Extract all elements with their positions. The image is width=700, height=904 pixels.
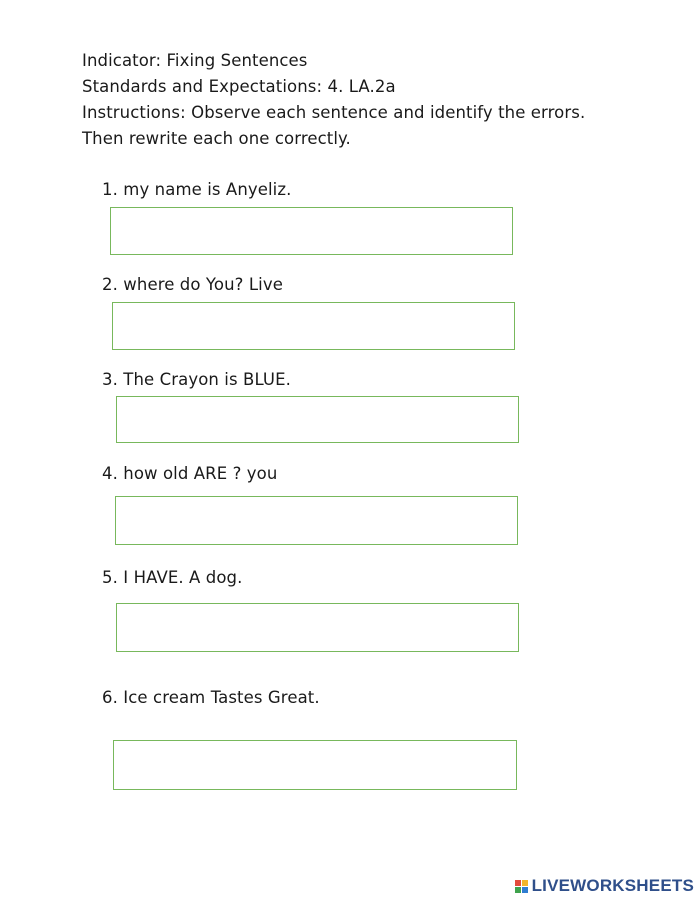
answer-input-1[interactable]: [111, 208, 512, 254]
liveworksheets-logo-text: LIVEWORKSHEETS: [531, 876, 694, 895]
answer-box-5[interactable]: [116, 603, 519, 652]
instructions-line-2: Then rewrite each one correctly.: [82, 129, 351, 148]
liveworksheets-logo-icon: [515, 880, 528, 893]
question-3-text: 3. The Crayon is BLUE.: [102, 370, 291, 389]
standards-line: Standards and Expectations: 4. LA.2a: [82, 77, 396, 96]
answer-box-4[interactable]: [115, 496, 518, 545]
indicator-line: Indicator: Fixing Sentences: [82, 51, 308, 70]
answer-box-1[interactable]: [110, 207, 513, 255]
answer-box-6[interactable]: [113, 740, 517, 790]
question-4-text: 4. how old ARE ? you: [102, 464, 278, 483]
answer-input-4[interactable]: [116, 497, 517, 544]
answer-input-2[interactable]: [113, 303, 514, 349]
instructions-line-1: Instructions: Observe each sentence and identify the errors.: [82, 103, 586, 122]
question-5-text: 5. I HAVE. A dog.: [102, 568, 243, 587]
liveworksheets-logo: [515, 876, 694, 896]
question-2-text: 2. where do You? Live: [102, 275, 283, 294]
answer-box-3[interactable]: [116, 396, 519, 443]
answer-input-6[interactable]: [114, 741, 516, 789]
question-6-text: 6. Ice cream Tastes Great.: [102, 688, 320, 707]
answer-box-2[interactable]: [112, 302, 515, 350]
answer-input-5[interactable]: [117, 604, 518, 651]
answer-input-3[interactable]: [117, 397, 518, 442]
question-1-text: 1. my name is Anyeliz.: [102, 180, 292, 199]
worksheet-header: [82, 48, 585, 152]
